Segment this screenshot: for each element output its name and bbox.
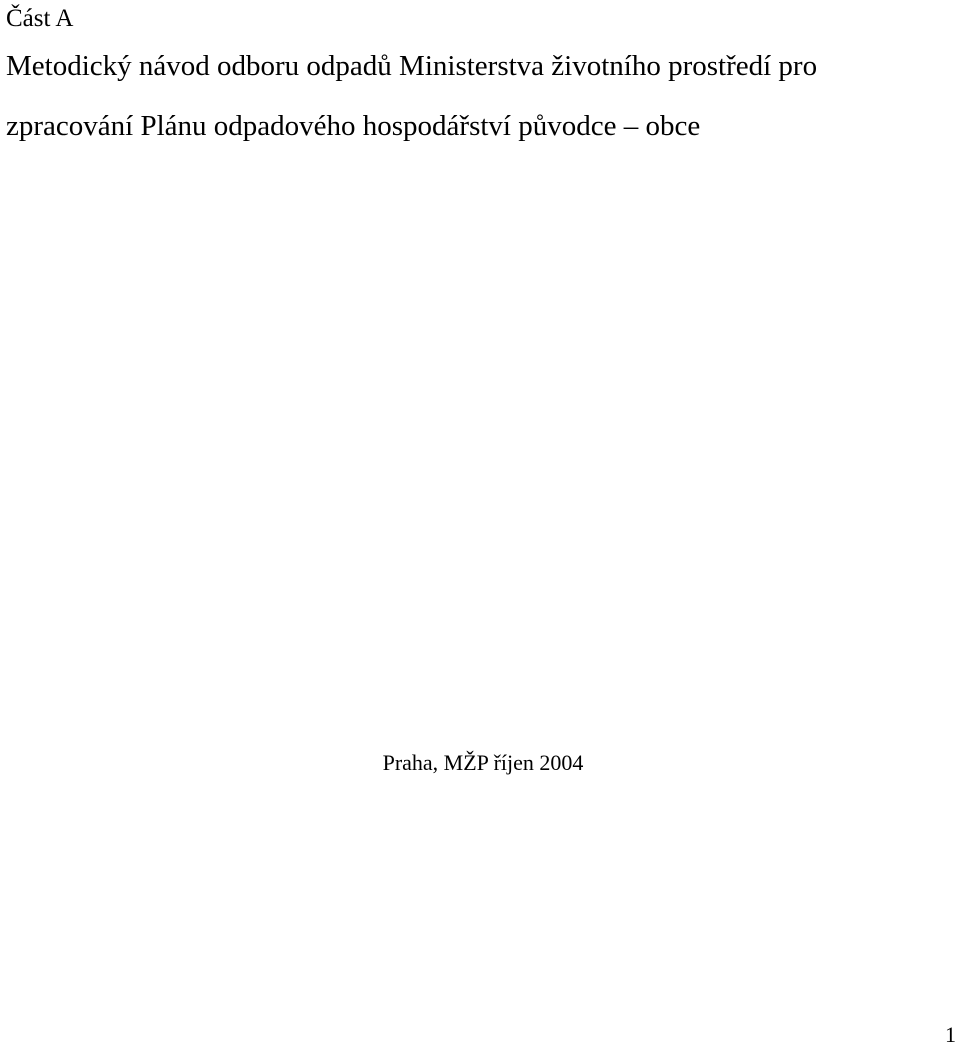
place-and-date: Praha, MŽP říjen 2004 — [382, 750, 584, 775]
document-title — [6, 36, 956, 156]
document-title-line-1: Metodický návod odboru odpadů Ministerstva životního prostředí pro — [6, 50, 818, 82]
document-title-line-2: zpracování Plánu odpadového hospodářství původce – obce — [6, 110, 701, 142]
part-label: Část A — [6, 5, 74, 32]
page-number: 1 — [945, 1022, 956, 1047]
